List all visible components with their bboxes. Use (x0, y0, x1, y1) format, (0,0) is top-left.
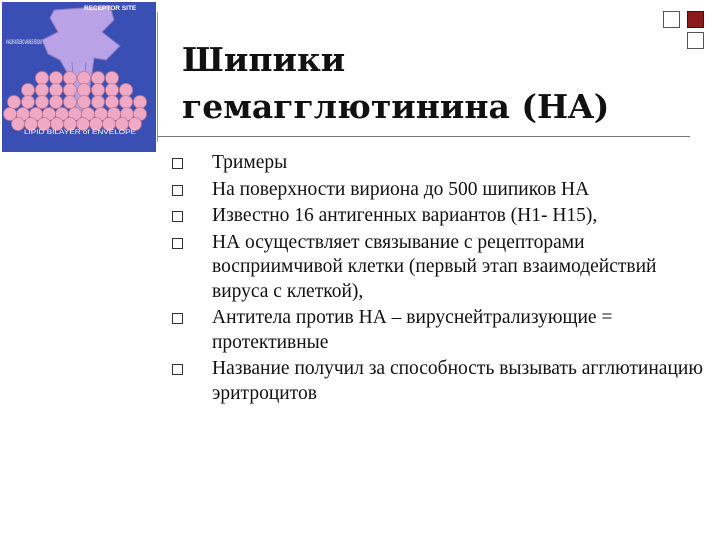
lipid-sphere (120, 96, 133, 109)
square-bullet-icon (172, 364, 183, 375)
hemagglutinin-illustration (2, 2, 156, 152)
bullet-list (172, 151, 712, 408)
lipid-sphere (22, 96, 35, 109)
lipid-bilayer-label: LIPID BILAYER of ENVELOPE (24, 129, 137, 136)
lipid-sphere (78, 84, 91, 97)
lipid-sphere (22, 84, 35, 97)
lipid-sphere (36, 84, 49, 97)
lipid-sphere (50, 96, 63, 109)
lipid-sphere (64, 72, 77, 85)
bullet-item: На поверхности вириона до 500 шипиков НА (172, 178, 712, 203)
lipid-sphere (36, 96, 49, 109)
antigenic-regions-label: 4 MAJOR ANTIGENIC VARIABLE REGIONS (6, 40, 42, 46)
lipid-sphere (92, 96, 105, 109)
square-bullet-icon (172, 185, 183, 196)
bullet-item: Название получил за способность вызывать агглютинацию эритроцитов (172, 357, 712, 406)
slide-title: Шипики гемагглютинина (HA) (182, 40, 610, 126)
bullet-item: Антитела против НА – вируснейтрализующие = протективные (172, 306, 712, 355)
lipid-sphere (50, 84, 63, 97)
lipid-sphere (12, 118, 25, 131)
square-bullet-icon (172, 211, 183, 222)
lipid-sphere (78, 96, 91, 109)
lipid-sphere (106, 84, 119, 97)
bullet-item: Известно 16 антигенных вариантов (Н1- Н15), (172, 204, 712, 229)
decor-square-red (687, 11, 704, 28)
vertical-divider (157, 12, 158, 142)
bullet-item: НА осуществляет связывание с рецепторами восприимчивой клетки (первый этап взаимодействий вируса с клеткой), (172, 231, 712, 305)
bullet-item: Тримеры (172, 151, 712, 176)
lipid-sphere (134, 96, 147, 109)
lipid-sphere (36, 72, 49, 85)
lipid-sphere (92, 72, 105, 85)
decor-square-outline (663, 11, 680, 28)
lipid-sphere (78, 72, 91, 85)
square-bullet-icon (172, 158, 183, 169)
lipid-sphere (64, 84, 77, 97)
square-bullet-icon (172, 238, 183, 249)
title-underline (157, 136, 690, 137)
lipid-sphere (106, 96, 119, 109)
lipid-sphere (8, 96, 21, 109)
lipid-sphere (64, 96, 77, 109)
decor-square-outline-lower (687, 32, 704, 49)
lipid-sphere (50, 72, 63, 85)
lipid-sphere (120, 84, 133, 97)
lipid-sphere (106, 72, 119, 85)
receptor-site-label: RECEPTOR SITE (84, 5, 137, 12)
square-bullet-icon (172, 313, 183, 324)
lipid-sphere (92, 84, 105, 97)
